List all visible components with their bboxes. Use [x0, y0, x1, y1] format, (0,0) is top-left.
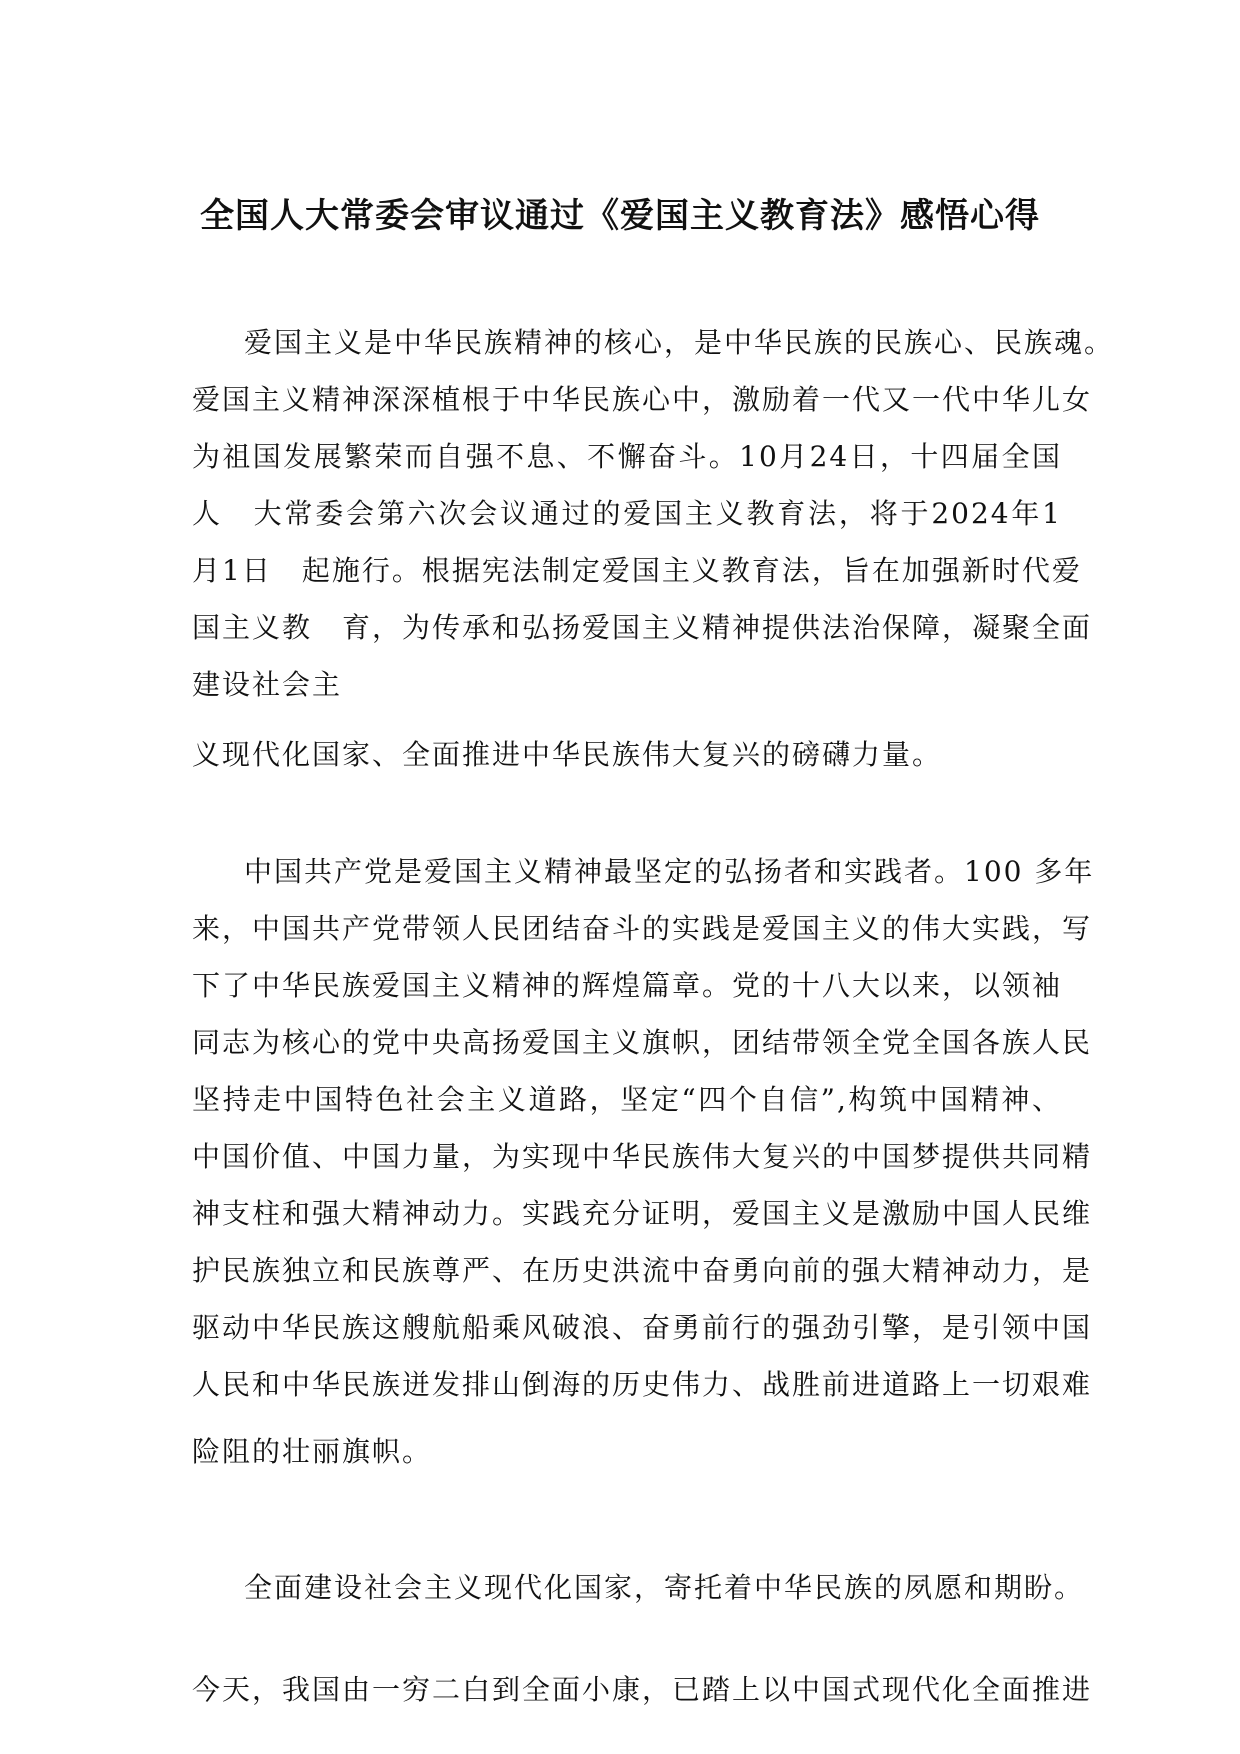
- paragraph-line: 建设社会主: [192, 668, 343, 701]
- paragraph-line: 人民和中华民族迸发排山倒海的历史伟力、战胜前进道路上一切艰难: [192, 1368, 1093, 1401]
- paragraph-line: 全面建设社会主义现代化国家，寄托着中华民族的夙愿和期盼。: [244, 1571, 1085, 1604]
- paragraph-line: 同志为核心的党中央高扬爱国主义旗帜，团结带领全党全国各族人民: [192, 1026, 1093, 1059]
- paragraph-line: 中国价值、中国力量，为实现中华民族伟大复兴的中国梦提供共同精: [192, 1140, 1093, 1173]
- paragraph-line: 来，中国共产党带领人民团结奋斗的实践是爱国主义的伟大实践，写: [192, 912, 1093, 945]
- paragraph-line: 神支柱和强大精神动力。实践充分证明，爱国主义是激励中国人民维: [192, 1197, 1093, 1230]
- paragraph-line: 月1日 起施行。根据宪法制定爱国主义教育法，旨在加强新时代爱: [192, 554, 1082, 587]
- paragraph-line: 爱国主义精神深深植根于中华民族心中，激励着一代又一代中华儿女: [192, 383, 1093, 416]
- paragraph-line: 驱动中华民族这艘航船乘风破浪、奋勇前行的强劲引擎，是引领中国: [192, 1311, 1093, 1344]
- paragraph-line: 爱国主义是中华民族精神的核心，是中华民族的民族心、民族魂。: [244, 326, 1115, 359]
- paragraph-line: 人 大常委会第六次会议通过的爱国主义教育法，将于2024年1: [192, 497, 1062, 530]
- paragraph-line: 义现代化国家、全面推进中华民族伟大复兴的磅礴力量。: [192, 738, 943, 771]
- paragraph-line: 今天，我国由一穷二白到全面小康，已踏上以中国式现代化全面推进: [192, 1673, 1093, 1706]
- paragraph-line: 坚持走中国特色社会主义道路，坚定“四个自信”,构筑中国精神、: [192, 1083, 1062, 1116]
- paragraph-line: 为祖国发展繁荣而自强不息、不懈奋斗。10月24日，十四届全国: [192, 440, 1062, 473]
- paragraph-line: 护民族独立和民族尊严、在历史洪流中奋勇向前的强大精神动力，是: [192, 1254, 1093, 1287]
- paragraph-line: 国主义教 育，为传承和弘扬爱国主义精神提供法治保障，凝聚全面: [192, 611, 1093, 644]
- paragraph-line: 下了中华民族爱国主义精神的辉煌篇章。党的十八大以来，以领袖: [192, 969, 1063, 1002]
- document-title: 全国人大常委会审议通过《爱国主义教育法》感悟心得: [200, 196, 1040, 236]
- paragraph-line: 中国共产党是爱国主义精神最坚定的弘扬者和实践者。100 多年: [244, 855, 1095, 888]
- paragraph-line: 险阻的壮丽旗帜。: [192, 1435, 433, 1468]
